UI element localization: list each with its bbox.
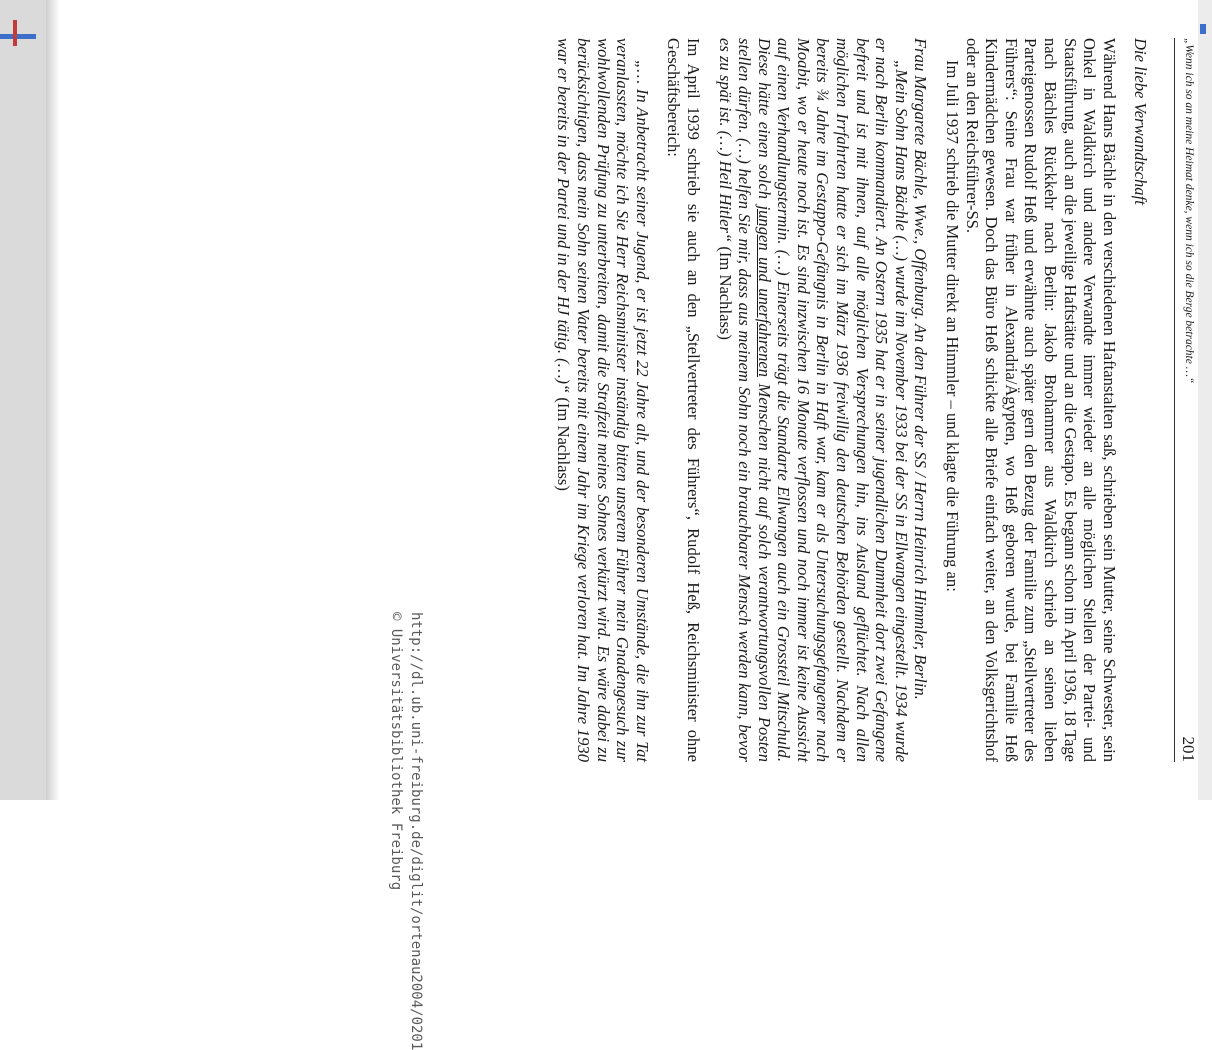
scan-registration-mark-right (1200, 24, 1206, 34)
letter-1-text-a: „Mein Sohn Hans Bächle (…) wurde im November 1933 bei der SS in Ellwangen eingestellt. 1934 wurde er nach Berlin kommandiert. An Ostern 1935 hat er in seiner jugendlichen Dummheit dort zwei Gefangene befreit und ist mit ihnen, auf alle möglichen Versprechungen hin, ins Ausland geflüchtet. Nach allen möglichen Irrfahrten hatte er sich im März 1936 freiwillig den deutschen Behörden gestellt. Nachdem er bereits ¾ Jahre im Gestappo-Gefängnis in Berlin in Haft war, kam er als Untersuchungsgefangener nach Moabit, wo er heute noch ist. Es sind inzwischen 16 Monate verflossen und noch immer ist keine Aussicht auf einen Verhandlungstermin. (…) Einerseits trägt die Standarte Ellwangen auch ein Grossteil Mitschuld. Diese hätte einen solch (754, 38, 911, 762)
watermark-url: http://dl.ub.uni-freiburg.de/diglit/ortenau2004/0201 (408, 612, 424, 1050)
letter-1-quote (715, 38, 911, 762)
letter-1-source: (Im Nachlass) (715, 242, 735, 340)
book-page (158, 38, 1198, 762)
page-number: 201 (1179, 736, 1198, 762)
section-title: Die liebe Verwandtschaft (1131, 38, 1151, 205)
page-gutter-shadow (46, 0, 60, 800)
running-head-title: „Wenn ich so an meine Heimat denke, wenn ich so die Berge betrachte …“ (1183, 38, 1195, 384)
letter-2-quote (554, 38, 652, 762)
letter-1-address: Frau Margarete Bächle, Wwe., Offenburg. An den Führer der SS / Herrn Heinrich Himmler, Berlin. (911, 38, 931, 700)
letter-2-source: (Im Nachlass) (554, 393, 574, 491)
body-paragraph-1: Während Hans Bächle in den verschiedenen Haftanstalten saß, schrieben sein Mutter, seine Schwester, sein Onkel in Waldkirch und andere Verwandte immer wieder an alle möglichen Stellen der Partei- und Staatsführung, auch an die jeweilige Haftstätte und an die Gestapo. Es begann schon im April 1936, 18 Tage nach Bächles Rückkehr nach Berlin: Jakob Brohammer aus Waldkirch schrieb an seinen lieben Parteigenossen Rudolf Heß und erwähnte auch später gern den Bezug der Familie zum „Stellvertreter des Führers“: Seine Frau war früher in Alexandria/Ägypten, wo Heß geboren wurde, bei Familie Heß Kindermädchen gewesen. Doch das Büro Heß schickte alle Briefe einfach weiter, an den Volksgerichtshof oder an den Reichsführer-SS. (962, 38, 1119, 762)
letter-2-text: „… In Anbetracht seiner Jugend, er ist jetzt 22 Jahre alt, und der besonderen Umstände, die ihn zur Tat veranlassten, möchte ich Sie Herr Reichsminister inständig bitten unserem Führer mein Gnadengesuch zur wohlwollenden Prüfung zu unterbreiten, damit die Strafzeit meines Sohnes verkürzt wird. Es wäre dabei zu berücksichtigen, dass mein Sohn seinen Vater bereits mit einem Jahr im Kriege verloren hat. Im Jahre 1930 war er bereits in der Partei und in der HJ tätig. (…)“ (554, 38, 652, 762)
scan-registration-mark (0, 34, 36, 39)
letter-1-text-b: Menschen nicht auf solch verantwortungsvollen Posten stellen dürfen. (…) helfen Sie mir, dass aus meinem Sohn noch ein brauchbarer Mensch werden kann, bevor es zu spät ist. (…) Heil Hitler“ (715, 38, 774, 762)
letter-1-underlined: jungen und unerfahrenen (754, 205, 774, 378)
body-paragraph-2: Im Juli 1937 schrieb die Mutter direkt an Himmler – und klagte die Führung an: (943, 60, 963, 592)
watermark-copyright: © Universitätsbibliothek Freiburg (388, 612, 404, 891)
scan-right-margin (1198, 0, 1212, 800)
scan-left-margin (0, 0, 46, 800)
body-paragraph-3: Im April 1939 schrieb sie auch an den „Stellvertreter des Führers“, Rudolf Heß, Reichsminister ohne Geschäftsbereich: (664, 38, 703, 762)
running-header (1174, 38, 1198, 762)
scan-registration-mark-red (13, 20, 17, 46)
